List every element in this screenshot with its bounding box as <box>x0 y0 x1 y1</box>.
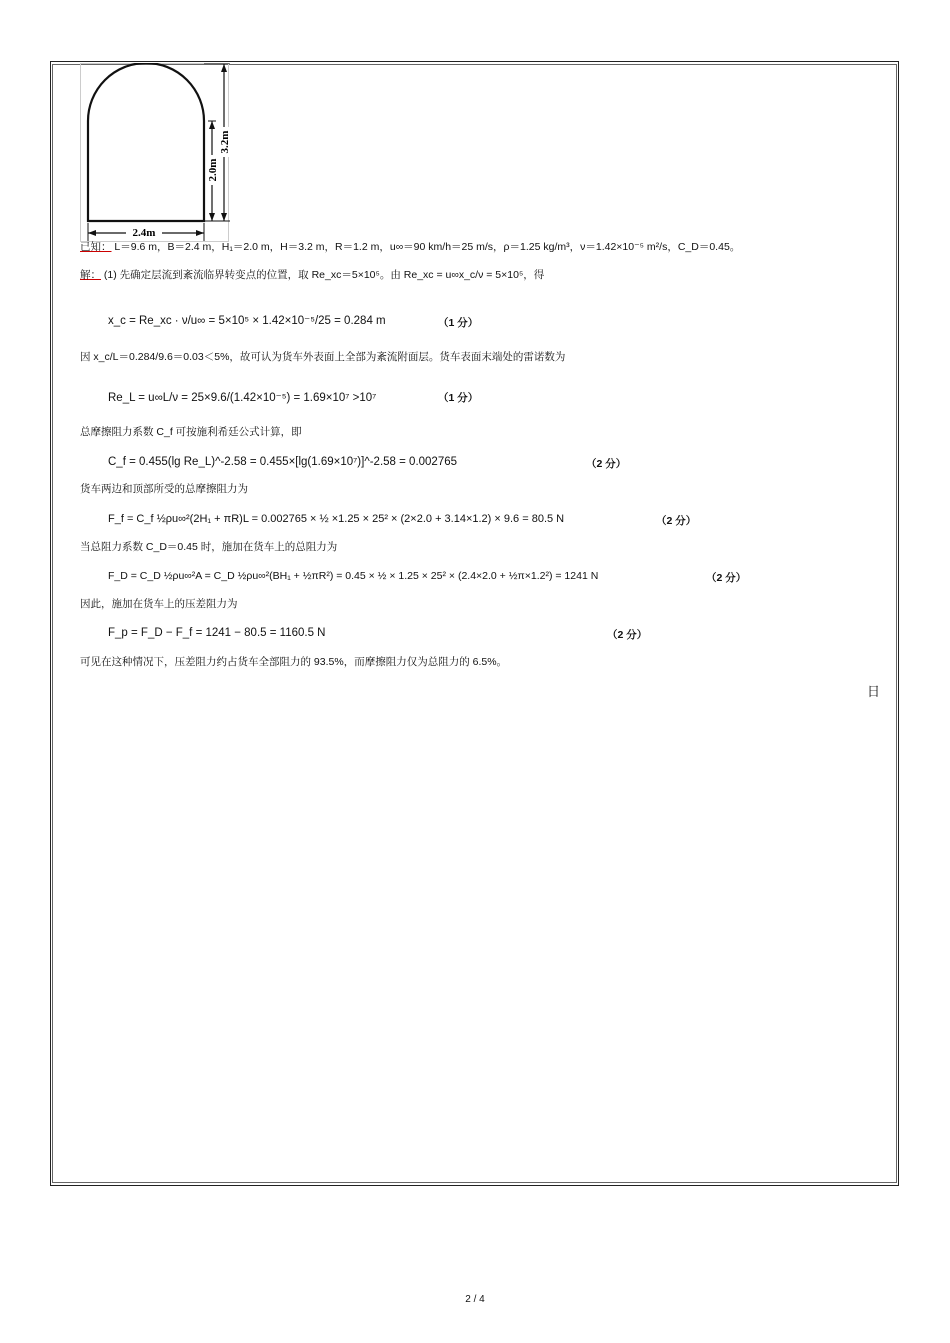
diagram-width-label: 2.4m <box>132 227 156 239</box>
diagram-height-label: 3.2m <box>219 130 231 154</box>
equation-5: F_D = C_D ½ρu∞²A = C_D ½ρu∞²(BH₁ + ½πR²) = 0.45 × ½ × 1.25 × 25² × (2.4×2.0 + ½π×1.2²) = 1241 N <box>108 570 599 582</box>
solution-text-1: (1) 先确定层流到紊流临界转变点的位置，取 Re_xc＝5×10⁵。由 Re_xc = u∞x_c/ν = 5×10⁵，得 <box>103 269 545 281</box>
given-text: L＝9.6 m，B＝2.4 m，H₁＝2.0 m，H＝3.2 m，R＝1.2 m，u∞＝90 km/h＝25 m/s，ρ＝1.25 kg/m³，ν＝1.42×10⁻⁵ m²/s，C_D＝0.45。 <box>114 241 741 253</box>
equation-1: x_c = Re_xc · ν/u∞ = 5×10⁵ × 1.42×10⁻⁵/25 = 0.284 m <box>108 315 386 327</box>
score-mark-3: （2 分） <box>586 458 627 470</box>
solution-line-4: 货车两边和顶部所受的总摩擦阻力为 <box>80 483 248 495</box>
equation-6: F_p = F_D − F_f = 1241 − 80.5 = 1160.5 N <box>108 627 326 639</box>
score-mark-6: （2 分） <box>607 629 648 641</box>
solution-line-1 <box>80 270 544 282</box>
equation-4: F_f = C_f ½ρu∞²(2H₁ + πR)L = 0.002765 × ½ ×1.25 × 25² × (2×2.0 + 3.14×1.2) × 9.6 = 80.5 N <box>108 513 565 525</box>
solution-prefix: 解： <box>80 269 101 281</box>
page-number: 2 / 4 <box>465 1294 485 1305</box>
diagram-side-label: 2.0m <box>207 158 219 182</box>
solution-line-5: 当总阻力系数 C_D＝0.45 时，施加在货车上的总阻力为 <box>80 541 338 553</box>
score-mark-2: （1 分） <box>438 392 479 404</box>
given-prefix: 已知： <box>80 241 112 253</box>
equation-3: C_f = 0.455(lg Re_L)^-2.58 = 0.455×[lg(1.69×10⁷)]^-2.58 = 0.002765 <box>108 456 458 468</box>
stray-character: 日 <box>867 684 881 699</box>
solution-line-2: 因 x_c/L＝0.284/9.6＝0.03＜5%，故可认为货车外表面上全部为紊流附面层。货车表面末端处的雷诺数为 <box>80 351 566 363</box>
score-mark-5: （2 分） <box>706 572 747 584</box>
truck-cross-section-diagram <box>80 63 232 243</box>
given-line <box>80 242 740 254</box>
solution-line-6: 因此，施加在货车上的压差阻力为 <box>80 598 238 610</box>
solution-line-3: 总摩擦阻力系数 C_f 可按施利希廷公式计算，即 <box>80 426 302 438</box>
score-mark-1: （1 分） <box>438 317 479 329</box>
equation-2: Re_L = u∞L/ν = 25×9.6/(1.42×10⁻⁵) = 1.69×10⁷ >10⁷ <box>108 392 377 404</box>
score-mark-4: （2 分） <box>656 515 697 527</box>
solution-line-7: 可见在这种情况下，压差阻力约占货车全部阻力的 93.5%，而摩擦阻力仅为总阻力的 6.5%。 <box>80 656 508 668</box>
